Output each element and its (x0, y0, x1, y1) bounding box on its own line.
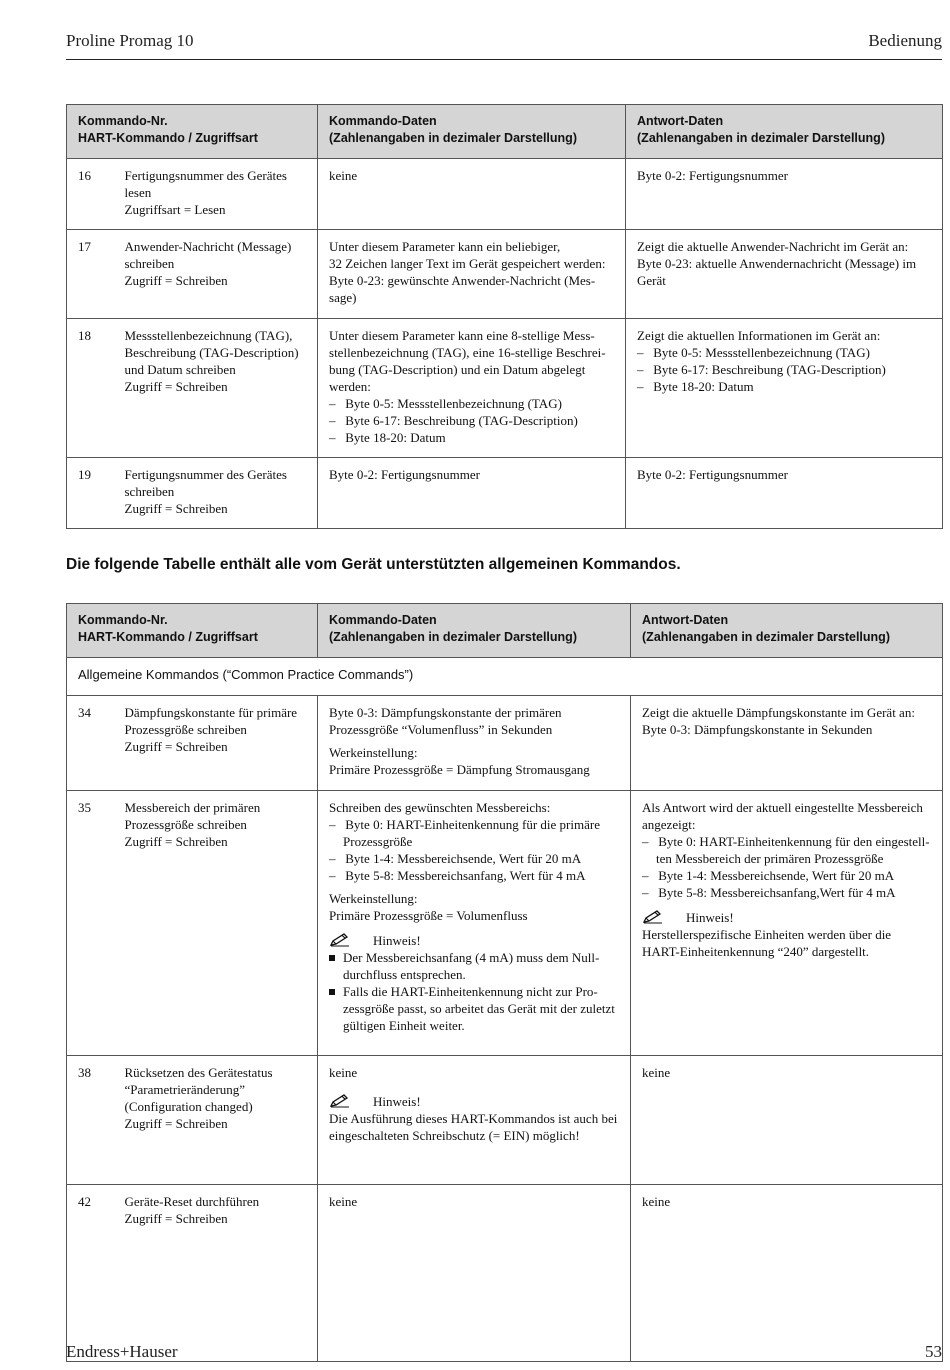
header-rule (66, 59, 942, 60)
command-data: keine Hinweis! Die Ausführung dieses HART-Kommandos ist auch bei eingeschalteten Schreibschutz (= EIN) möglich! (318, 1056, 631, 1185)
command-number: 34 (67, 696, 114, 791)
command-number: 17 (67, 230, 114, 319)
answer-data: Zeigt die aktuelle Dämpfungskonstante im Gerät an: Byte 0-3: Dämpfungskonstante in Sekunden (631, 696, 943, 791)
command-data: keine (318, 159, 626, 230)
command-number: 35 (67, 791, 114, 1056)
pencil-note-icon (329, 933, 351, 947)
table-row (67, 159, 943, 230)
note: Hinweis! (642, 909, 931, 926)
answer-data: Byte 0-2: Fertigungsnummer (626, 159, 943, 230)
command-table-2 (66, 603, 943, 1362)
section-title: Die folgende Tabelle enthält alle vom Gerät unterstützten allgemeinen Kommandos. (66, 556, 681, 573)
command-label: Rücksetzen des Gerätestatus “Parametrieränderung” (Configuration changed) Zugriff = Schreiben (114, 1056, 318, 1185)
col-header-command: Kommando-Nr. HART-Kommando / Zugriffsart (67, 105, 318, 159)
command-data: Byte 0-2: Fertigungsnummer (318, 458, 626, 529)
col-header-answer: Antwort-Daten (Zahlenangaben in dezimaler Darstellung) (631, 604, 943, 658)
command-number: 42 (67, 1185, 114, 1362)
note: Hinweis! (329, 1093, 619, 1110)
table-row (67, 319, 943, 458)
command-number: 38 (67, 1056, 114, 1185)
col-header-answer: Antwort-Daten (Zahlenangaben in dezimaler Darstellung) (626, 105, 943, 159)
table-row (67, 1185, 943, 1362)
section-row (67, 658, 943, 696)
table-header-row (67, 105, 943, 159)
pencil-note-icon (329, 1094, 351, 1108)
answer-data: Zeigt die aktuellen Informationen im Gerät an: – Byte 0-5: Messstellenbezeichnung (TAG) – Byte 6-17: Beschreibung (TAG-Description) – Byte 18-20: Datum (626, 319, 943, 458)
table-row (67, 1056, 943, 1185)
command-data: Unter diesem Parameter kann eine 8-stellige Mess- stellenbezeichnung (TAG), eine 16-stellige Beschrei- bung (TAG-Description) und ein Datum abgelegt werden: – Byte 0-5: Messstellenbezeichnung (TAG) – Byte 6-17: Beschreibung (TAG-Description) – Byte 18-20: Datum (318, 319, 626, 458)
header-title: Proline Promag 10 (66, 31, 194, 50)
command-label: Messstellenbezeichnung (TAG), Beschreibung (TAG-Description) und Datum schreiben Zugriff = Schreiben (114, 319, 318, 458)
command-label: Fertigungsnummer des Gerätes lesen Zugriffsart = Lesen (114, 159, 318, 230)
answer-data: keine (631, 1056, 943, 1185)
table-row (67, 696, 943, 791)
command-data: keine (318, 1185, 631, 1362)
col-header-data: Kommando-Daten (Zahlenangaben in dezimaler Darstellung) (318, 604, 631, 658)
command-data: Unter diesem Parameter kann ein beliebiger, 32 Zeichen langer Text im Gerät gespeichert werden: Byte 0-23: gewünschte Anwender-Nachricht (Mes- sage) (318, 230, 626, 319)
header-section: Bedienung (868, 31, 942, 50)
answer-data: Als Antwort wird der aktuell eingestellte Messbereich angezeigt: – Byte 0: HART-Einheitenkennung für den eingestell-ten Messbereich der primären Prozessgröße – Byte 1-4: Messbereichsende, Wert für 20 mA – Byte 5-8: Messbereichsanfang,Wert für 4 mA Hinweis! Herstellerspezifische Einheiten werden über die HART-Einheitenkennung “240” dargestellt. (631, 791, 943, 1056)
command-data: Schreiben des gewünschten Messbereichs: – Byte 0: HART-Einheitenkennung für die primäre Prozessgröße – Byte 1-4: Messbereichsende, Wert für 20 mA – Byte 5-8: Messbereichsanfang, Wert für 4 mA Werkeinstellung: Primäre Prozessgröße = Volumenfluss Hinweis! Der Messbereichsanfang (4 mA) muss dem Null-durchfluss entsprechen. Falls die HART-Einheitenkennung nicht zur Pro-zessgröße passt, so arbeitet das Gerät mit der zuletzt gültigen Einheit weiter. (318, 791, 631, 1056)
command-data: Byte 0-3: Dämpfungskonstante der primären Prozessgröße “Volumenfluss” in Sekunden Werkeinstellung: Primäre Prozessgröße = Dämpfung Stromausgang (318, 696, 631, 791)
command-label: Anwender-Nachricht (Message) schreiben Zugriff = Schreiben (114, 230, 318, 319)
answer-data: Byte 0-2: Fertigungsnummer (626, 458, 943, 529)
command-label: Fertigungsnummer des Gerätes schreiben Zugriff = Schreiben (114, 458, 318, 529)
section-row-label: Allgemeine Kommandos (“Common Practice Commands”) (67, 658, 943, 696)
command-label: Messbereich der primären Prozessgröße schreiben Zugriff = Schreiben (114, 791, 318, 1056)
table-header-row (67, 604, 943, 658)
command-number: 16 (67, 159, 114, 230)
page-number: 53 (925, 1342, 942, 1361)
command-number: 19 (67, 458, 114, 529)
command-label: Geräte-Reset durchführen Zugriff = Schreiben (114, 1185, 318, 1362)
col-header-data: Kommando-Daten (Zahlenangaben in dezimaler Darstellung) (318, 105, 626, 159)
table-row (67, 458, 943, 529)
answer-data: keine (631, 1185, 943, 1362)
command-number: 18 (67, 319, 114, 458)
col-header-command: Kommando-Nr. HART-Kommando / Zugriffsart (67, 604, 318, 658)
note: Hinweis! (329, 932, 619, 949)
pencil-note-icon (642, 910, 664, 924)
answer-data: Zeigt die aktuelle Anwender-Nachricht im Gerät an: Byte 0-23: aktuelle Anwendernachricht (Message) im Gerät (626, 230, 943, 319)
table-row (67, 230, 943, 319)
footer-brand: Endress+Hauser (66, 1342, 178, 1361)
command-label: Dämpfungskonstante für primäre Prozessgröße schreiben Zugriff = Schreiben (114, 696, 318, 791)
command-table-1 (66, 104, 943, 529)
table-row (67, 791, 943, 1056)
